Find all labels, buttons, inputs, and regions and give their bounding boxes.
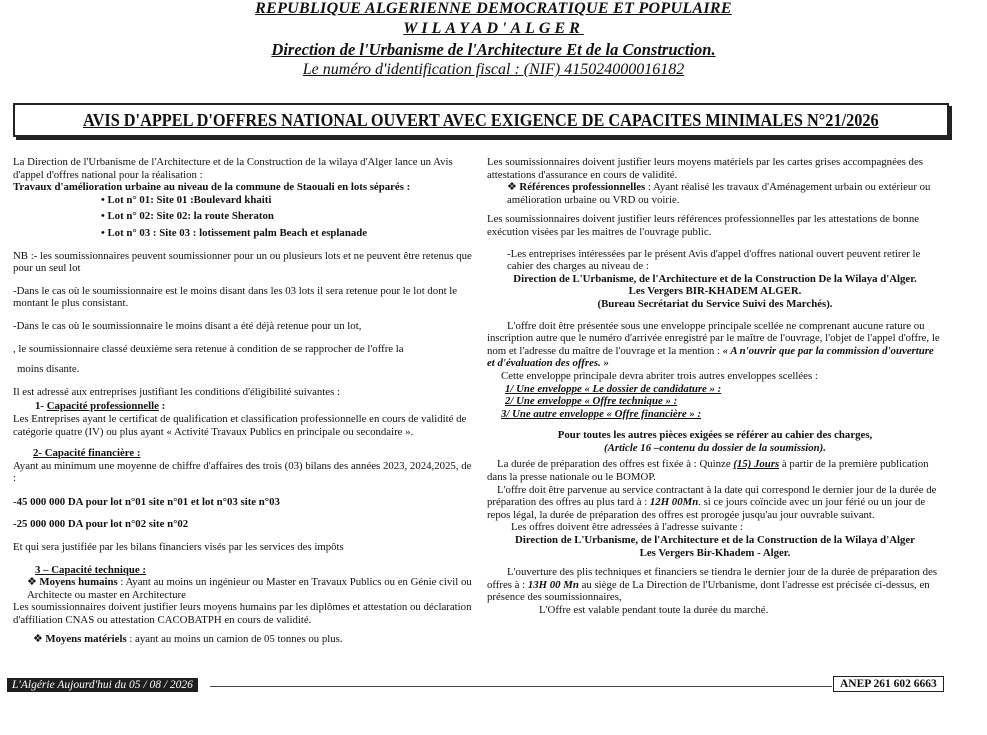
references: ❖ Références professionnelles : Ayant réalisé les travaux d'Aménagement urbain ou extérieur ou amélioration urbaine ou VRD ou voirie. <box>507 181 931 206</box>
validity-text: L'Offre est valable pendant toute la durée du marché. <box>539 604 769 616</box>
envelope-1: 1/ Une enveloppe « Le dossier de candidature » : <box>505 382 722 395</box>
footer-divider <box>210 686 832 687</box>
withdraw-text: -Les entreprises intéressées par le présent Avis d'appel d'offres national ouvert peuvent retirer le cahier des charges au niveau de : <box>507 247 921 273</box>
anep-reference: ANEP 261 602 6663 <box>833 676 944 692</box>
rule-1: -Dans le cas où le soumissionnaire est le moins disant dans les 03 lots il sera retenue pour le lot dont le montant le plus consistant. <box>13 284 458 310</box>
opening-text: L'ouverture des plis techniques et financiers se tiendra le dernier jour de la durée de préparation des offres à : 13H 00 Mn au siège de La Direction de l'Urbanisme, dont l'adresse est précisée ci-dessus, en présence des soumissionnaires, <box>487 566 938 604</box>
submit-address-2: Les Vergers Bir-Khadem - Alger. <box>639 546 791 559</box>
material-justification: Les soumissionnaires doivent justifier leurs moyens matériels par les cartes grises accompagnées des attestations d'assurance en cours de validité. <box>487 156 923 181</box>
left-column <box>13 156 475 645</box>
envelope-3: 3/ Une autre enveloppe « Offre financière » : <box>501 407 702 420</box>
rule-3-end: moins disante. <box>17 363 80 376</box>
envelope-intro: Cette enveloppe principale devra abriter trois autres enveloppes scellées : <box>501 369 818 382</box>
human-justification: Les soumissionnaires doivent justifier leurs moyens humains par les diplômes et attestation ou déclaration d'affiliation CNAS ou attestation CACOBATPH en cours de validité. <box>13 601 472 627</box>
amount-2: -25 000 000 DA pour lot n°02 site n°02 <box>13 518 189 531</box>
cap2-heading: 2- Capacité financière : <box>33 447 141 460</box>
project-title: Travaux d'amélioration urbaine au niveau de la commune de Staouali en lots séparés : <box>13 181 411 194</box>
cap1-heading: 1- Capacité professionnelle : <box>35 400 166 413</box>
cap1-text: Les Entreprises ayant le certificat de qualification et classification professionnelle en cours de validité de catégorie quatre (IV) ou plus ayant « Activité Travaux Publics en principale ou secondaire ». <box>13 412 467 438</box>
address-line-2: Les Vergers BIR-KHADEM ALGER. <box>628 285 802 298</box>
address-line-1: Direction de L'Urbanisme, de l'Architecture et de la Construction De la Wilaya d'Alger. <box>513 272 917 285</box>
material-means: ❖ Moyens matériels : ayant au moins un camion de 05 tonnes ou plus. <box>33 632 343 645</box>
header-direction: Direction de l'Urbanisme de l'Architecture Et de la Construction. <box>271 40 716 59</box>
nb-text: NB :- les soumissionnaires peuvent soumissionner pour un ou plusieurs lots et ne peuvent être retenus que pour un seul lot <box>13 249 472 275</box>
offer-text: L'offre doit être présentée sous une enveloppe principale scellée ne comprenant aucune rature ou inscription autre que le numéro d'arrivée enregistré par le maître de l'ouvrage, l'objet de l'appel d'offre, le nom et l'adresse du maître de l'ouvrage et la mention : « A n'ouvrir que par la commission d'ouverture et d'évaluation des offres. » <box>487 319 940 370</box>
cap3-heading: 3 – Capacité technique : <box>35 563 146 576</box>
cap2-justification: Et qui sera justifiée par les bilans financiers visés par les services des impôts <box>13 541 344 554</box>
human-means: ❖ Moyens humains : Ayant au moins un ingénieur ou Master en Travaux Publics ou en Génie civil ou Architecte ou master en Architecture <box>27 576 472 601</box>
right-column <box>487 156 943 617</box>
lot-item: • Lot n° 03 : Site 03 : lotissement palm Beach et esplanade <box>101 226 368 239</box>
address-line-3: (Bureau Secrétariat du Service Suivi des Marchés). <box>597 297 833 310</box>
intro-text: La Direction de l'Urbanisme de l'Architecture et de la Construction de la wilaya d'Alger lance un Avis d'appel d'offres national pour la réalisation : <box>13 156 453 181</box>
notice-title: AVIS D'APPEL D'OFFRES NATIONAL OUVERT AVEC EXIGENCE DE CAPACITES MINIMALES N°21/2026 <box>83 109 879 130</box>
header-nif: Le numéro d'identification fiscal : (NIF) 415024000016182 <box>302 61 685 78</box>
header-republic: REPUBLIQUE ALGERIENNE DEMOCRATIQUE ET POPULAIRE <box>255 0 732 17</box>
lot-item: • Lot n° 01: Site 01 :Boulevard khaiti <box>101 193 272 206</box>
eligibility-text: Il est adressé aux entreprises justifiant les conditions d'éligibilité suivantes : <box>13 385 340 398</box>
pieces-article: (Article 16 –contenu du dossier de la soumission). <box>604 441 826 454</box>
newspaper-date: L'Algérie Aujourd'hui du 05 / 08 / 2026 <box>7 678 198 692</box>
rule-3: , le soumissionnaire classé deuxième sera retenue à condition de se rapprocher de l'offre la <box>13 342 404 355</box>
rule-2: -Dans le cas où le soumissionnaire le moins disant a été déjà retenue pour un lot, <box>13 319 362 332</box>
cap2-text: Ayant au minimum une moyenne de chiffre d'affaires des trois (03) bilans des années 2023, 2024,2025, de : <box>13 459 472 485</box>
amount-1: -45 000 000 DA pour lot n°01 site n°01 et lot n°03 site n°03 <box>13 495 280 508</box>
header-wilaya: WILAYAD'ALGER <box>403 20 584 37</box>
title-box <box>13 103 949 137</box>
envelope-2: 2/ Une enveloppe « Offre technique » : <box>505 395 678 408</box>
references-justification: Les soumissionnaires doivent justifier leurs références professionnelles par les attestations de bonne exécution visées par les maitres de l'ouvrage public. <box>487 213 920 238</box>
address-intro: Les offres doivent être adressées à l'adresse suivante : <box>511 521 743 534</box>
lot-item: • Lot n° 02: Site 02: la route Sheraton <box>101 210 274 223</box>
deposit-text: L'offre doit être parvenue au service contractant à la date qui correspond le dernier jour de la durée de préparation des offres au plus tard à : 12H 00Mn. si ce jours coïncide avec un jour férié ou un jour de repos légal, la durée de préparation des offres est prorogée jusqu'au jour ouvrable suivant. <box>487 483 937 521</box>
duration-text: La durée de préparation des offres est fixée à : Quinze (15) Jours à partir de la première publication dans la presse nationale ou le BOMOP. <box>487 458 929 484</box>
pieces-text: Pour toutes les autres pièces exigées se référer au cahier des charges, <box>557 429 873 442</box>
submit-address-1: Direction de L'Urbanisme, de l'Architecture et de la Construction de la Wilaya d'Alger <box>515 534 915 547</box>
